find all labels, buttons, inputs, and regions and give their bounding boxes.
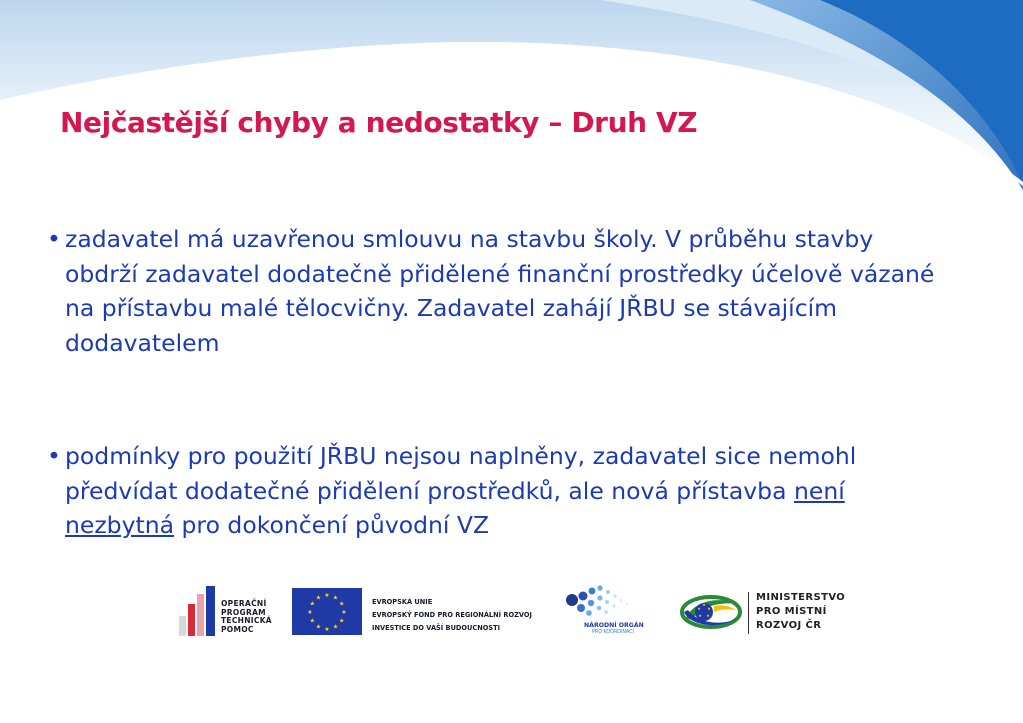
svg-text:★: ★ <box>707 606 711 611</box>
eu-logo <box>292 588 552 636</box>
svg-text:★: ★ <box>702 602 706 607</box>
bullet-list <box>47 222 947 543</box>
mmr-line: MINISTERSTVO <box>756 592 846 603</box>
mmr-swoosh-logo-icon <box>680 592 742 632</box>
mmr-logo <box>680 588 855 638</box>
svg-text:★: ★ <box>698 613 702 618</box>
optp-text <box>221 600 272 634</box>
svg-text:★: ★ <box>332 594 339 602</box>
logo-strip <box>0 582 1023 652</box>
mmr-divider <box>748 592 749 634</box>
bullet-text: zadavatel má uzavřenou smlouvu na stavbu školy. V průběhu stavby obdrží zadavatel dodatečně přidělené finanční prostředky účelově vázané na přístavbu malé tělocvičny. Zadavatel zahájí JŘBU se stávajícím dodavatelem <box>65 225 935 357</box>
nok-logo <box>562 582 642 638</box>
nok-name: NÁRODNÍ ORGÁN <box>584 622 644 629</box>
dots-swirl-logo-icon <box>562 582 642 620</box>
optp-line: PROGRAM <box>221 607 266 617</box>
optp-line: POMOC <box>221 624 254 634</box>
underlined-phrase: není nezbytná <box>65 476 845 539</box>
bullet-text-start: podmínky pro použití JŘBU nejsou naplněny, zadavatel sice nemohl předvídat dodatečné přidělení prostředků, ale nová přístavba <box>65 442 857 505</box>
svg-text:★: ★ <box>309 617 315 625</box>
eu-line: EVROPSKÁ UNIE <box>372 598 433 606</box>
optp-bars-logo-icon <box>177 586 217 638</box>
svg-text:★: ★ <box>309 600 315 608</box>
svg-text:★: ★ <box>339 600 345 608</box>
eu-line: EVROPSKÝ FOND PRO REGIONÁLNÍ ROZVOJ <box>372 611 532 619</box>
bullet-item <box>47 439 947 543</box>
svg-text:★: ★ <box>339 617 345 625</box>
mmr-line: PRO MÍSTNÍ <box>756 606 827 617</box>
svg-text:★: ★ <box>315 594 322 602</box>
optp-line: OPERAČNÍ <box>221 599 267 608</box>
optp-line: TECHNICKÁ <box>221 616 272 626</box>
optp-logo <box>177 586 277 638</box>
svg-text:★: ★ <box>706 613 710 618</box>
svg-text:★: ★ <box>307 609 313 616</box>
slide-title: Nejčastější chyby a nedostatky – Druh VZ <box>60 106 698 139</box>
svg-text:★: ★ <box>332 623 339 631</box>
mmr-text <box>756 591 845 633</box>
mmr-line: ROZVOJ ČR <box>756 620 822 631</box>
nok-subtitle: PRO KOORDINACI <box>592 630 634 635</box>
svg-text:★: ★ <box>324 592 330 599</box>
bullet-item <box>47 222 947 360</box>
eu-flag-icon <box>292 588 362 635</box>
bullet-text-end: pro dokončení původní VZ <box>174 511 490 539</box>
eu-text <box>372 596 532 635</box>
svg-text:★: ★ <box>324 626 330 633</box>
svg-text:★: ★ <box>341 609 347 616</box>
svg-text:★: ★ <box>315 623 322 631</box>
eu-line: INVESTICE DO VAŠÍ BUDOUCNOSTI <box>372 624 501 632</box>
svg-text:★: ★ <box>697 606 701 611</box>
